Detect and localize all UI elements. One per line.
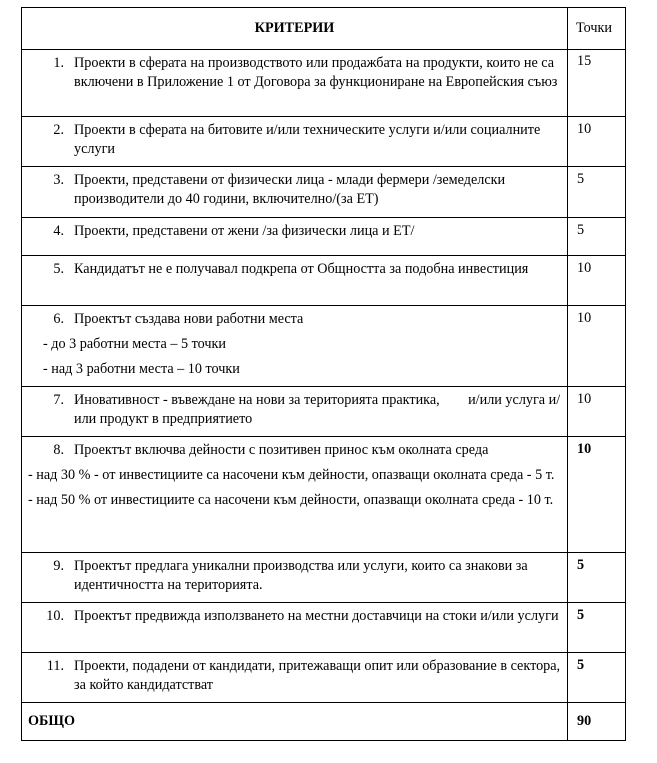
table-row [22,437,626,553]
row-points: 10 [568,256,626,306]
points-header: Точки [568,8,626,50]
row-text: Проектът създава нови работни места [74,311,304,327]
row-points: 5 [568,167,626,218]
table-row [22,306,626,387]
table-row [22,603,626,653]
table-row [22,117,626,167]
row-number: 8. [53,442,64,458]
criteria-header: КРИТЕРИИ [22,8,568,50]
total-label: ОБЩО [22,703,568,741]
sub-item: - над 30 % - от инвестициите са насочени към дейности, опазващи околната среда - 5 т. [28,467,555,483]
row-points: 10 [568,437,626,553]
row-number: 9. [53,558,64,574]
row-points: 5 [568,218,626,256]
row-points: 15 [568,50,626,117]
row-points: 10 [568,306,626,387]
table-row [22,387,626,437]
row-number: 6. [53,311,64,327]
total-row [22,703,626,741]
row-number: 11. [46,658,64,674]
row-text: Кандидатът не е получавал подкрепа от Общността за подобна инвестиция [74,261,529,277]
row-points: 10 [568,117,626,167]
row-text: Проекти, представени от жени /за физически лица и ЕТ/ [74,223,415,239]
row-text: Проектът предвижда използването на местни доставчици на стоки и/или услуги [74,608,559,624]
table-row [22,50,626,117]
row-text: Проектът предлага уникални производства или услуги, които са знакови за идентичността на територията. [74,558,528,593]
row-number: 10. [46,608,64,624]
row-points: 10 [568,387,626,437]
row-text: Проекти, подадени от кандидати, притежаващи опит или образование в сектора, за който кандидатстват [74,658,561,693]
sub-item: - до 3 работни места – 5 точки [43,336,227,352]
criteria-table [21,7,626,741]
table-row [22,218,626,256]
table-header-row [22,8,626,50]
row-text: Проектът включва дейности с позитивен принос към околната среда [74,442,489,458]
row-number: 2. [53,122,64,138]
total-points: 90 [568,703,626,741]
row-text: Проекти в сферата на битовите и/или техническите услуги и/или социалните услуги [74,122,541,157]
row-text: Проекти в сферата на производството или продажбата на продукти, които не са включени в Приложение 1 от Договора за функциониране на Европейския съюз [74,55,558,90]
row-number: 5. [53,261,64,277]
row-text: Иновативност - въвеждане на нови за територията практика, и/или услуга и/или продукт в предприятието [74,392,561,427]
row-points: 5 [568,603,626,653]
table-row [22,653,626,703]
row-number: 1. [53,55,64,71]
row-points: 5 [568,553,626,603]
row-number: 3. [53,172,64,188]
sub-item: - над 3 работни места – 10 точки [43,361,240,377]
row-number: 4. [53,223,64,239]
sub-item: - над 50 % от инвестициите са насочени към дейности, опазващи околната среда - 10 т. [28,492,554,508]
table-row [22,553,626,603]
row-points: 5 [568,653,626,703]
table-row [22,167,626,218]
row-text: Проекти, представени от физически лица - млади фермери /земеделски производители до 40 години, включително/(за ЕТ) [74,172,506,207]
table-row [22,256,626,306]
row-number: 7. [53,392,64,408]
